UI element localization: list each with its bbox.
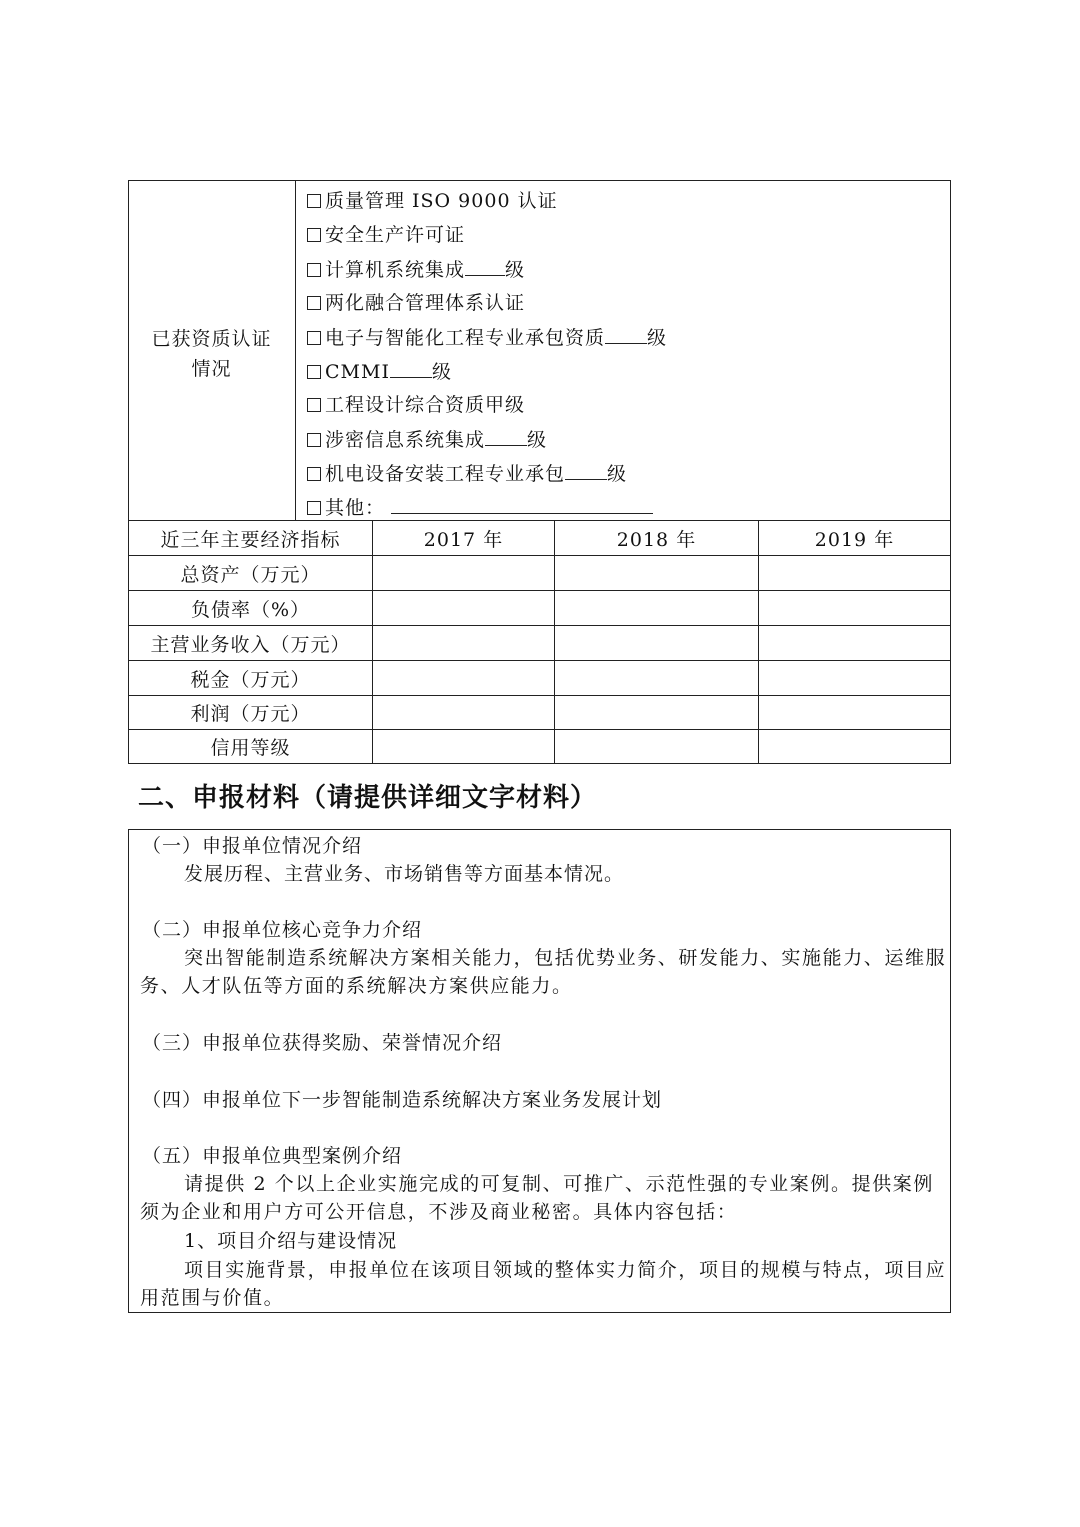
qual-item-classified-integration[interactable]: 涉密信息系统集成 级 <box>307 427 547 452</box>
s2-title: （二）申报单位核心竞争力介绍 <box>142 919 423 941</box>
row-label-main-revenue: 主营业务收入（万元） <box>150 634 351 656</box>
s5-sub1-body: 项目实施背景，申报单位在该项目领域的整体实力简介，项目的规模与特点，项目应用范围与价值。 <box>140 1259 947 1309</box>
row-label-tax: 税金（万元） <box>190 669 311 691</box>
row-label-debt-ratio: 负债率（%） <box>190 599 311 621</box>
level-blank[interactable] <box>485 427 527 446</box>
qual-item-two-integration[interactable]: 两化融合管理体系认证 <box>307 291 525 315</box>
qual-item-safety-license[interactable]: 安全生产许可证 <box>307 223 465 247</box>
qual-item-electronic-intelligent[interactable]: 电子与智能化工程专业承包资质 级 <box>307 325 667 350</box>
s5-sub1-title: 1、项目介绍与建设情况 <box>184 1230 398 1252</box>
other-input[interactable] <box>391 495 653 514</box>
level-blank[interactable] <box>465 257 505 276</box>
s1-title: （一）申报单位情况介绍 <box>142 835 363 857</box>
s3-title: （三）申报单位获得奖励、荣誉情况介绍 <box>142 1032 503 1054</box>
qual-item-mechanical-install[interactable]: 机电设备安装工程专业承包 级 <box>307 461 627 486</box>
section-title: 二、申报材料（请提供详细文字材料） <box>138 783 598 813</box>
s1-body: 发展历程、主营业务、市场销售等方面基本情况。 <box>184 863 625 885</box>
s5-title: （五）申报单位典型案例介绍 <box>142 1145 403 1167</box>
row-label-credit-rating: 信用等级 <box>210 737 291 759</box>
qualification-label: 已获资质认证 情况 <box>151 328 272 380</box>
level-blank[interactable] <box>605 325 647 344</box>
qual-item-other[interactable]: 其他： <box>307 495 653 520</box>
year-2018: 2018 年 <box>616 529 697 551</box>
qual-item-engineering-design[interactable]: 工程设计综合资质甲级 <box>307 393 525 417</box>
checkbox[interactable] <box>307 501 321 515</box>
qual-item-iso[interactable]: 质量管理 ISO 9000 认证 <box>307 189 558 213</box>
level-blank[interactable] <box>565 461 607 480</box>
qual-item-system-integration[interactable]: 计算机系统集成 级 <box>307 257 525 282</box>
checkbox[interactable] <box>307 433 321 447</box>
s2-body: 突出智能制造系统解决方案相关能力，包括优势业务、研发能力、实施能力、运维服务、人才队伍等方面的系统解决方案供应能力。 <box>140 947 947 997</box>
level-blank[interactable] <box>390 359 432 378</box>
s5-body: 请提供 2 个以上企业实施完成的可复制、可推广、示范性强的专业案例。提供案例须为企业和用户方可公开信息，不涉及商业秘密。具体内容包括： <box>140 1173 934 1223</box>
row-label-total-assets: 总资产（万元） <box>180 564 321 586</box>
checkbox[interactable] <box>307 263 321 277</box>
year-2017: 2017 年 <box>423 529 504 551</box>
checkbox[interactable] <box>307 296 321 310</box>
s4-title: （四）申报单位下一步智能制造系统解决方案业务发展计划 <box>142 1089 663 1111</box>
row-label-profit: 利润（万元） <box>190 703 311 725</box>
checkbox[interactable] <box>307 467 321 481</box>
economic-header-label: 近三年主要经济指标 <box>160 529 341 551</box>
checkbox[interactable] <box>307 398 321 412</box>
qual-item-cmmi[interactable]: CMMI 级 <box>307 359 452 384</box>
checkbox[interactable] <box>307 331 321 345</box>
checkbox[interactable] <box>307 194 321 208</box>
checkbox[interactable] <box>307 228 321 242</box>
checkbox[interactable] <box>307 365 321 379</box>
year-2019: 2019 年 <box>814 529 895 551</box>
